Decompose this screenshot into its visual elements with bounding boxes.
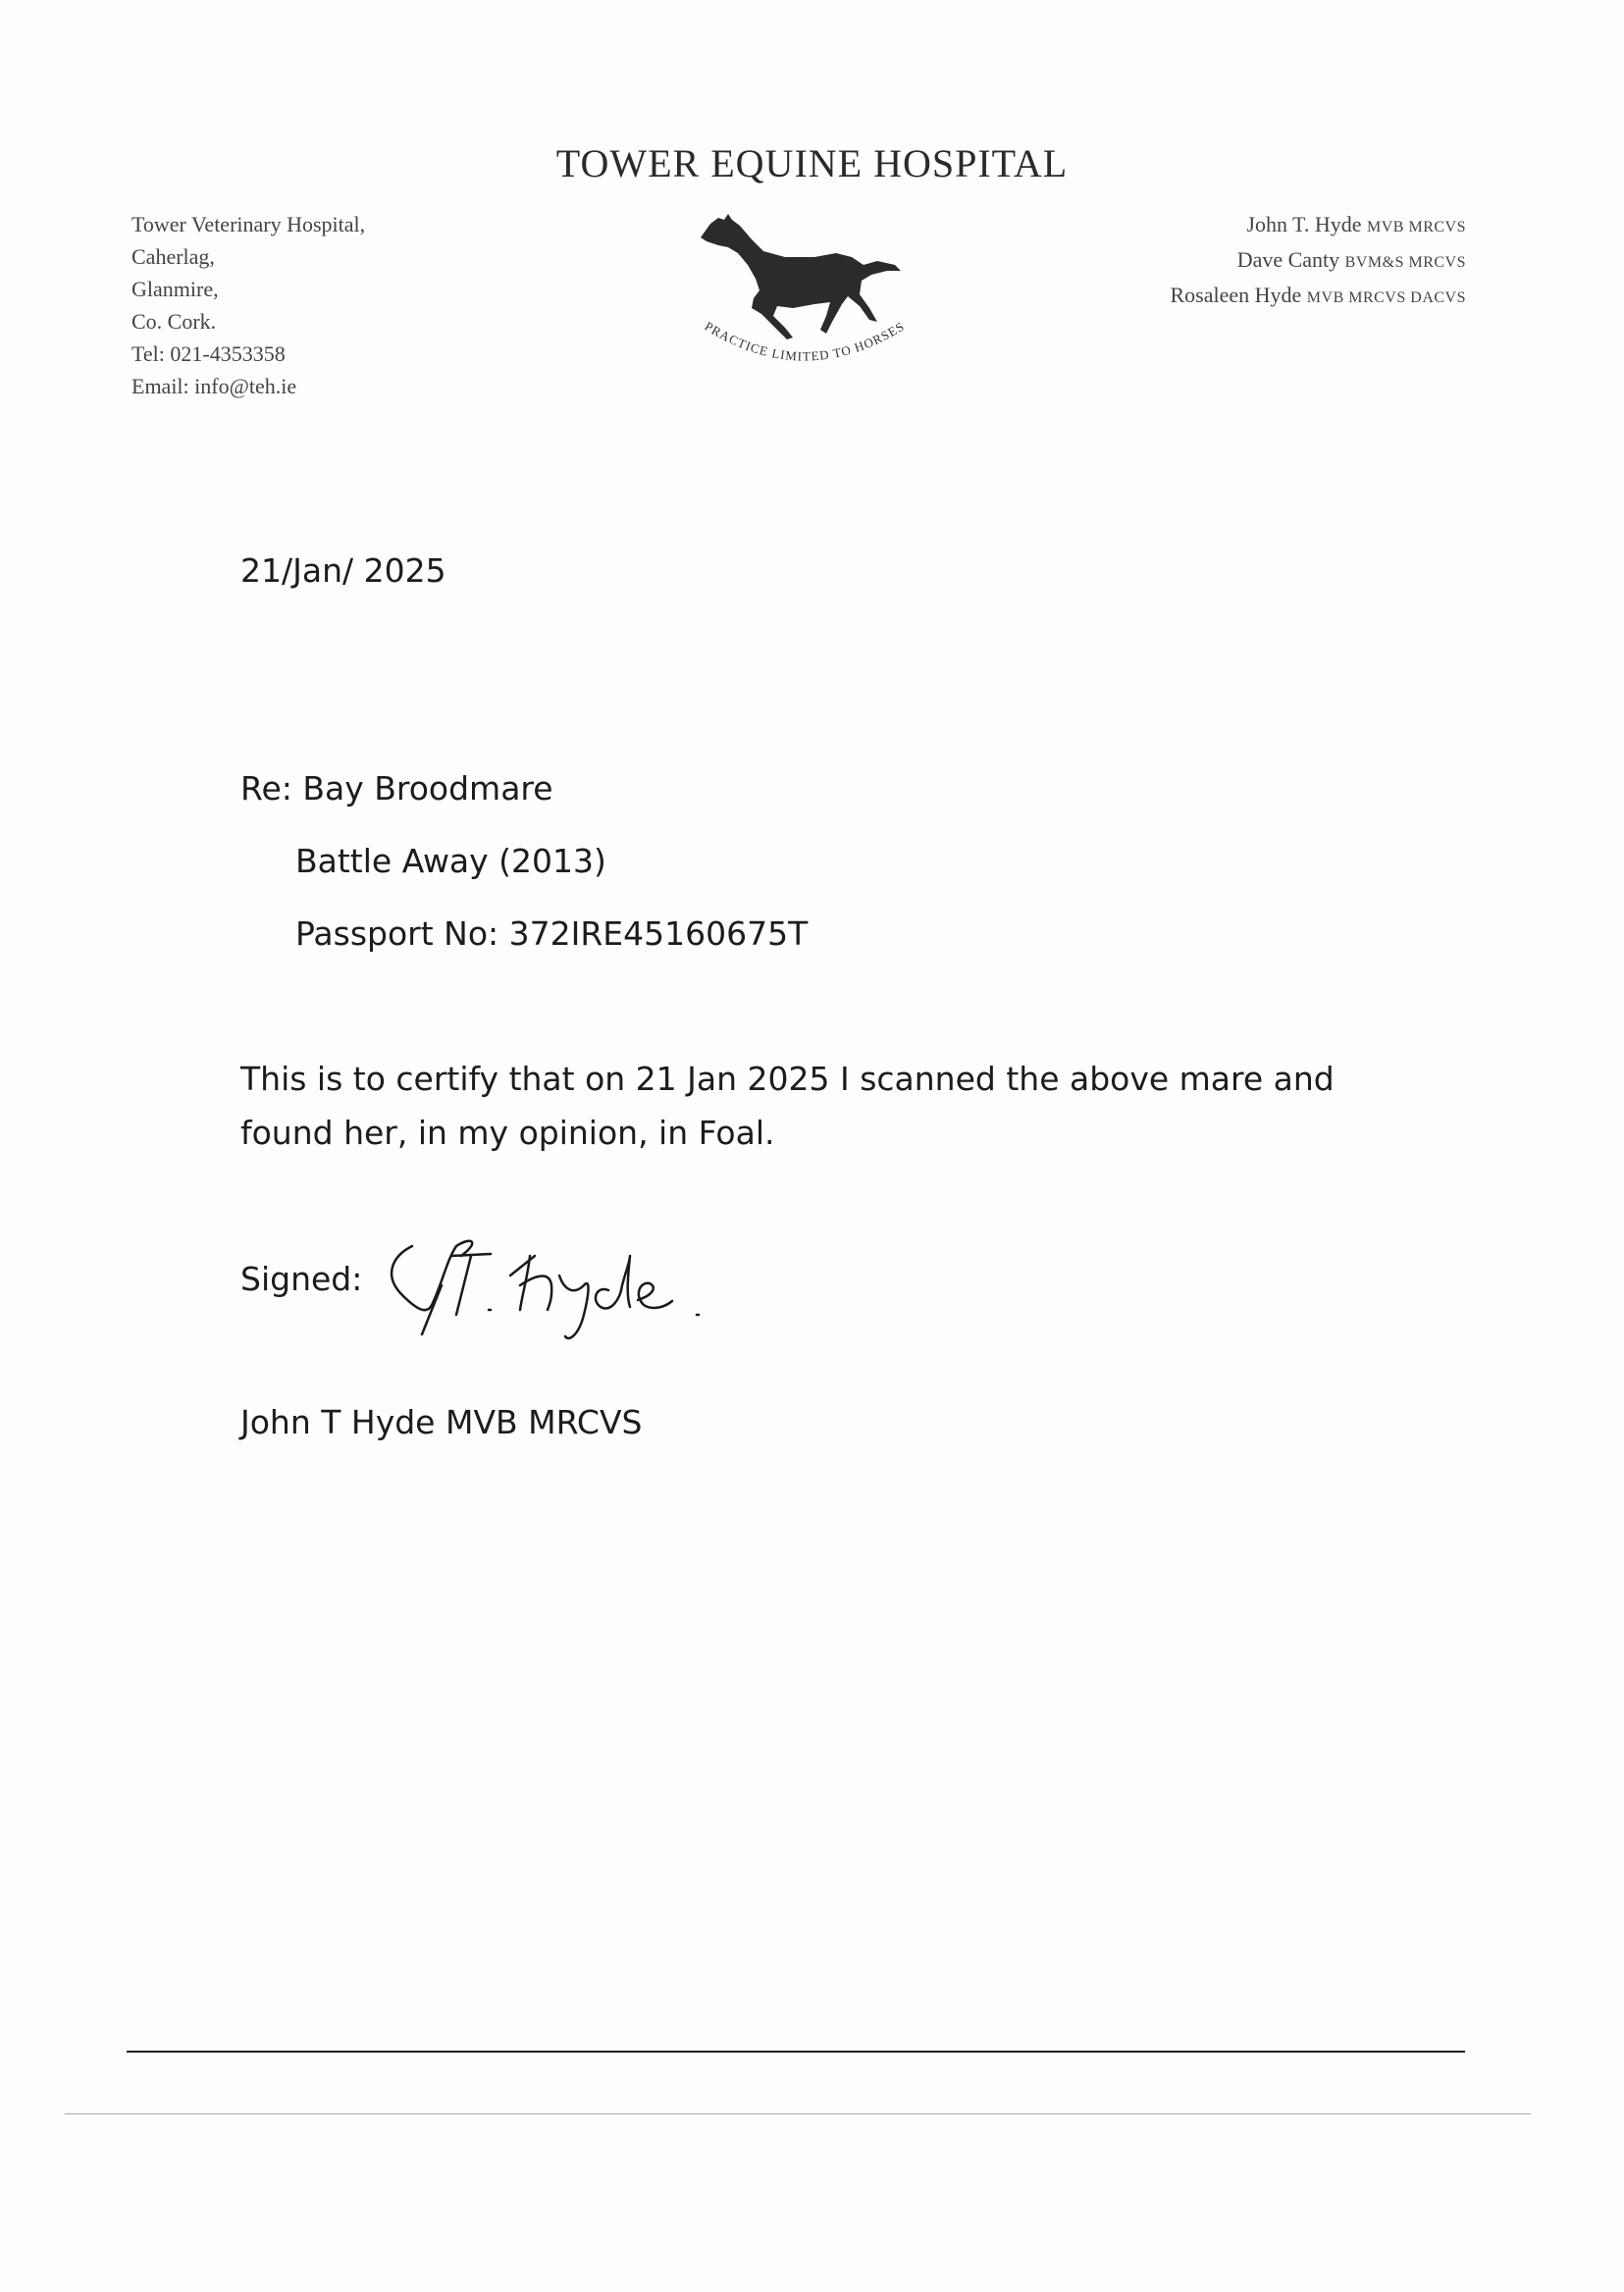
re-line: Re: Bay Broodmare [240,769,553,807]
vet-list [1170,208,1466,314]
footer-rule [127,2051,1465,2053]
signatory-name: John T Hyde MVB MRCVS [240,1403,643,1441]
phone-line: Tel: 021-4353358 [131,341,286,366]
vet-name: Dave Canty [1236,247,1340,272]
address-line: Tower Veterinary Hospital, [131,212,366,236]
address-line: Co. Cork. [131,309,217,334]
horse-silhouette-icon [701,214,901,339]
certification-line-2: found her, in my opinion, in Foal. [240,1114,775,1152]
signature-image [373,1217,736,1354]
address-line: Caherlag, [131,244,215,269]
signed-label: Signed: [240,1260,363,1298]
address-line: Glanmire, [131,277,219,301]
vet-entry [1170,208,1466,243]
vet-quals: BVM&S MRCVS [1344,254,1466,271]
vet-entry [1170,243,1466,279]
letter-date: 21/Jan/ 2025 [240,551,446,590]
vet-name: Rosaleen Hyde [1170,283,1302,307]
logo-motto: PRACTICE LIMITED TO HORSES [702,318,908,364]
address-block [131,208,365,402]
horse-name: Battle Away (2013) [295,842,606,880]
hospital-name: TOWER EQUINE HOSPITAL [555,141,1069,185]
horse-logo-icon [667,206,942,392]
vet-quals: MVB MRCVS [1367,219,1466,235]
vet-name: John T. Hyde [1246,212,1362,236]
vet-entry [1170,279,1466,314]
page-edge-line [65,2113,1531,2114]
passport-number: Passport No: 372IRE45160675T [295,914,809,953]
vet-quals: MVB MRCVS DACVS [1306,289,1466,306]
email-line: Email: info@teh.ie [131,374,297,398]
certification-line-1: This is to certify that on 21 Jan 2025 I scanned the above mare and [240,1060,1335,1098]
